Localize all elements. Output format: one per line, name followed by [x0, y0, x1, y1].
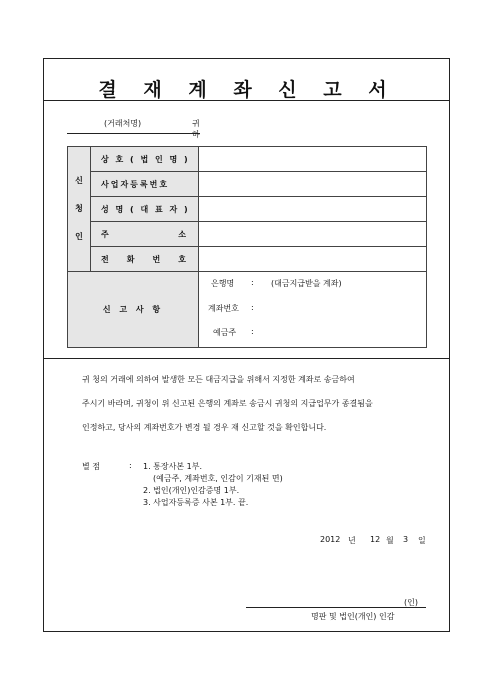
enclosure-label: 별 점 — [82, 462, 100, 471]
body-line-2: 주시기 바라며, 귀청이 위 신고된 은행의 계좌로 송금시 귀청의 지급업무가 종결됨을 — [82, 399, 373, 408]
enclosure-item: 2. 법인(개인)인감증명 1부. — [143, 486, 240, 495]
date-month: 12 — [370, 535, 381, 544]
date-month-unit: 월 — [386, 536, 394, 545]
address-label-part: 소 — [178, 229, 186, 239]
date-year: 2012 — [320, 535, 341, 544]
enclosure-item: 1. 통장사본 1부. — [143, 462, 202, 471]
side-label-char-3: 인 — [75, 232, 83, 241]
business-number-label: 사업자등록번호 — [91, 172, 199, 197]
account-holder-label: 예금주 — [213, 328, 237, 337]
bank-colon: : — [251, 278, 254, 287]
addressee-line — [67, 112, 200, 139]
enclosure-item: 3. 사업자등록증 사본 1부. 끝. — [143, 498, 249, 507]
enclosure-item-note: (예금주, 계좌번호, 인감이 기재된 면) — [153, 474, 283, 483]
business-number-field[interactable] — [199, 172, 427, 197]
applicant-side-label — [68, 147, 91, 272]
address-field[interactable] — [199, 222, 427, 247]
date-day: 3 — [403, 535, 409, 544]
seal-mark: (인) — [404, 598, 418, 607]
title-divider — [43, 100, 450, 101]
signature-label: 명판 및 법인(개인) 인감 — [311, 612, 395, 621]
side-label-char-2: 청 — [75, 204, 83, 213]
enclosure-colon: : — [129, 461, 132, 470]
report-details — [199, 272, 427, 348]
body-line-1: 귀 청의 거래에 의하여 발생한 모든 대금지급을 위해서 지정한 계좌로 송금하여 — [82, 375, 355, 384]
bank-name-label: 은행명 — [211, 279, 235, 288]
representative-field[interactable] — [199, 197, 427, 222]
representative-label: 성 명 ( 대 표 자 ) — [91, 197, 199, 222]
address-label — [91, 222, 199, 247]
applicant-table — [67, 146, 427, 348]
signature-line — [246, 607, 426, 608]
address-label-part: 주 — [101, 229, 109, 239]
company-name-field[interactable] — [199, 147, 427, 172]
phone-field[interactable] — [199, 247, 427, 272]
addressee-honorific: 귀하 — [192, 119, 200, 139]
addressee-name: (거래처명) — [104, 119, 142, 128]
account-colon: : — [251, 303, 254, 312]
date-year-unit: 년 — [348, 536, 356, 545]
holder-colon: : — [251, 327, 254, 336]
phone-label-part: 전 — [101, 254, 109, 264]
date-day-unit: 일 — [418, 536, 426, 545]
document-title: 결 재 계 좌 신 고 서 — [98, 79, 397, 101]
body-line-3: 인정하고, 당사의 계좌번호가 변경 될 경우 재 신고할 것을 확인합니다. — [82, 423, 327, 432]
phone-label — [91, 247, 199, 272]
side-label-char-1: 신 — [75, 176, 83, 185]
report-label: 신 고 사 항 — [68, 272, 199, 348]
company-name-label: 상 호 ( 법 인 명 ) — [91, 147, 199, 172]
bank-note: (대금지급받을 계좌) — [271, 279, 342, 288]
phone-label-part: 호 — [178, 254, 186, 264]
account-number-label: 계좌번호 — [208, 304, 239, 313]
table-divider — [43, 358, 450, 359]
phone-label-part: 화 — [126, 254, 135, 264]
phone-label-part: 번 — [152, 254, 161, 264]
